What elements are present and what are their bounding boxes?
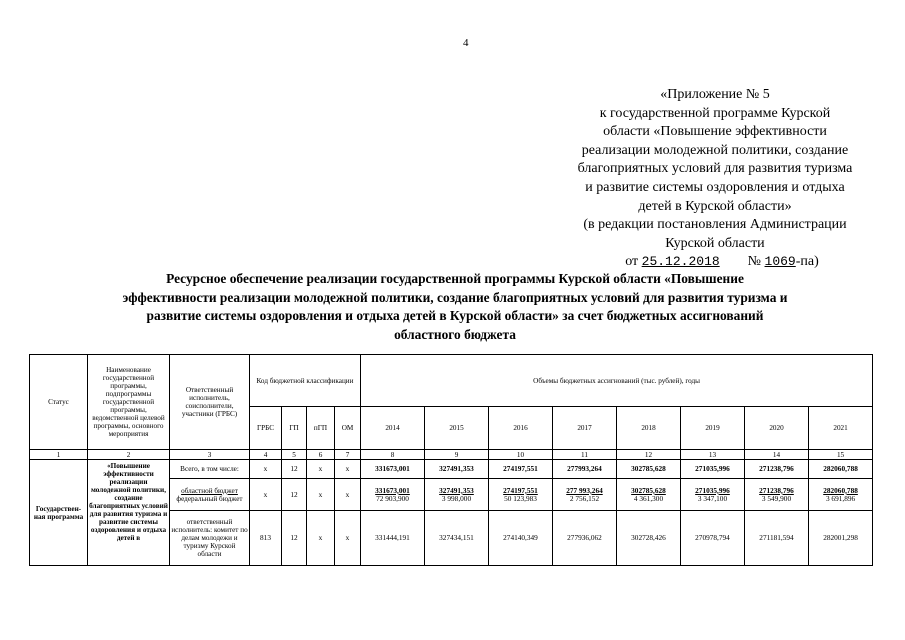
column-number: 12: [617, 450, 681, 460]
appendix-line: Курской области: [665, 235, 765, 251]
decree-number: 1069: [764, 254, 796, 270]
header-budget-code: Код бюджетной классификации: [250, 355, 361, 407]
header-pgp: пГП: [307, 407, 335, 450]
column-number: 10: [489, 450, 553, 460]
appendix-line: «Приложение № 5: [660, 87, 770, 102]
budget-values-cell: [809, 479, 873, 511]
page-number: 4: [463, 37, 469, 49]
code-grbs: х: [250, 460, 282, 479]
header-year: 2014: [361, 407, 425, 450]
column-number: 14: [745, 450, 809, 460]
total-value: 331673,001: [361, 460, 425, 479]
regional-budget-value: 271035,996: [695, 485, 730, 495]
header-year: 2021: [809, 407, 873, 450]
column-number: 4: [250, 450, 282, 460]
program-name-cell: «Повышение эффективности реализации молодежной политики, создание благоприятных условий для развития туризма и развитие системы оздоровления и отдыха детей в: [88, 460, 170, 566]
federal-budget-value: 3 998,000: [441, 493, 472, 503]
executor-total: Всего, в том числе:: [170, 460, 250, 479]
from-label: от: [625, 254, 639, 270]
total-value: 327491,353: [425, 460, 489, 479]
code-grbs: х: [250, 479, 282, 511]
total-value: 282060,788: [809, 460, 873, 479]
appendix-line: и развитие системы оздоровления и отдыха: [585, 179, 845, 195]
regional-budget-value: 327491,353: [439, 485, 474, 495]
header-year: 2015: [425, 407, 489, 450]
column-number: 6: [307, 450, 335, 460]
column-number: 8: [361, 450, 425, 460]
header-status: Статус: [30, 355, 88, 450]
decree-suffix: -па): [795, 254, 819, 270]
executor-value: 327434,151: [425, 511, 489, 566]
appendix-line: реализации молодежной политики, создание: [581, 142, 849, 158]
executor-responsible: ответственный исполнитель: комитет по делам молодежи и туризму Курской области: [170, 511, 250, 566]
budget-values-cell: [617, 479, 681, 511]
title-line: эффективности реализации молодежной политики, создание благоприятных условий для развития туризма и: [122, 289, 788, 305]
title-line: развитие системы оздоровления и отдыха детей в Курской области» за счет бюджетных ассигнований: [146, 308, 764, 323]
executor-value: 282001,298: [809, 511, 873, 566]
total-value: 302785,628: [617, 460, 681, 479]
total-value: 277993,264: [553, 460, 617, 479]
column-number: 3: [170, 450, 250, 460]
total-value: 271035,996: [681, 460, 745, 479]
appendix-line: детей в Курской области»: [638, 198, 792, 214]
status-cell: Государствен-ная программа: [30, 460, 88, 566]
budget-values-cell: [553, 479, 617, 511]
code-grbs: 813: [250, 511, 282, 566]
column-number: 7: [335, 450, 361, 460]
code-om: х: [335, 511, 361, 566]
title-line: Ресурсное обеспечение реализации государственной программы Курской области «Повышение: [166, 271, 744, 286]
budget-values-cell: [681, 479, 745, 511]
regional-budget-label: областной бюджет: [181, 486, 238, 495]
header-volumes: Объемы бюджетных ассигнований (тыс. рублей), годы: [361, 355, 873, 407]
executor-value: 277936,062: [553, 511, 617, 566]
executor-value: 271181,594: [745, 511, 809, 566]
regional-budget-value: 302785,628: [631, 485, 666, 495]
federal-budget-value: 4 361,300: [633, 493, 664, 503]
total-value: 274197,551: [489, 460, 553, 479]
title-line: областного бюджета: [394, 326, 516, 342]
column-number: 5: [282, 450, 307, 460]
column-number: 2: [88, 450, 170, 460]
executor-budgets: [170, 479, 250, 511]
budget-values-cell: [745, 479, 809, 511]
budget-values-cell: [489, 479, 553, 511]
code-pgp: х: [307, 479, 335, 511]
code-gp: 12: [282, 479, 307, 511]
column-number: 15: [809, 450, 873, 460]
executor-value: 270978,794: [681, 511, 745, 566]
federal-budget-value: 3 347,100: [697, 493, 728, 503]
column-number: 11: [553, 450, 617, 460]
appendix-header: [525, 86, 905, 272]
code-gp: 12: [282, 460, 307, 479]
appendix-line: благоприятных условий для развития туризма: [577, 161, 853, 177]
federal-budget-value: 3 549,900: [761, 493, 792, 503]
code-om: х: [335, 479, 361, 511]
header-year: 2018: [617, 407, 681, 450]
federal-budget-value: 2 756,152: [569, 493, 600, 503]
column-number: 13: [681, 450, 745, 460]
appendix-line: к государственной программе Курской: [599, 105, 831, 121]
appendix-line: (в редакции постановления Администрации: [583, 217, 847, 233]
header-year: 2019: [681, 407, 745, 450]
budget-values-cell: [361, 479, 425, 511]
header-om: ОМ: [335, 407, 361, 450]
header-gp: ГП: [282, 407, 307, 450]
regional-budget-value: 331673,001: [375, 485, 410, 495]
code-gp: 12: [282, 511, 307, 566]
federal-budget-value: 50 123,983: [504, 493, 537, 503]
regional-budget-value: 274197,551: [503, 485, 538, 495]
decree-date: 25.12.2018: [641, 254, 720, 270]
document-title: [60, 270, 850, 344]
code-om: х: [335, 460, 361, 479]
code-pgp: х: [307, 511, 335, 566]
executor-value: 302728,426: [617, 511, 681, 566]
federal-budget-label: федеральный бюджет: [176, 494, 243, 503]
header-year: 2020: [745, 407, 809, 450]
regional-budget-value: 271238,796: [759, 485, 794, 495]
number-sign: №: [747, 254, 762, 270]
regional-budget-value: 277 993,264: [566, 485, 603, 495]
code-pgp: х: [307, 460, 335, 479]
federal-budget-value: 72 903,900: [376, 493, 409, 503]
header-executor: Ответственный исполнитель, соисполнители, участники (ГРБС): [170, 355, 250, 450]
header-name: Наименование государственной программы, подпрограммы государственной программы, ведомственной целевой программы, основного мероприятия: [88, 355, 170, 450]
executor-value: 331444,191: [361, 511, 425, 566]
resource-table: [29, 354, 873, 566]
federal-budget-value: 3 691,896: [825, 493, 856, 503]
appendix-line: области «Повышение эффективности: [603, 124, 827, 140]
budget-values-cell: [425, 479, 489, 511]
column-number: 1: [30, 450, 88, 460]
total-value: 271238,796: [745, 460, 809, 479]
regional-budget-value: 282060,788: [823, 485, 858, 495]
header-grbs: ГРБС: [250, 407, 282, 450]
header-year: 2016: [489, 407, 553, 450]
executor-value: 274140,349: [489, 511, 553, 566]
column-number: 9: [425, 450, 489, 460]
header-year: 2017: [553, 407, 617, 450]
